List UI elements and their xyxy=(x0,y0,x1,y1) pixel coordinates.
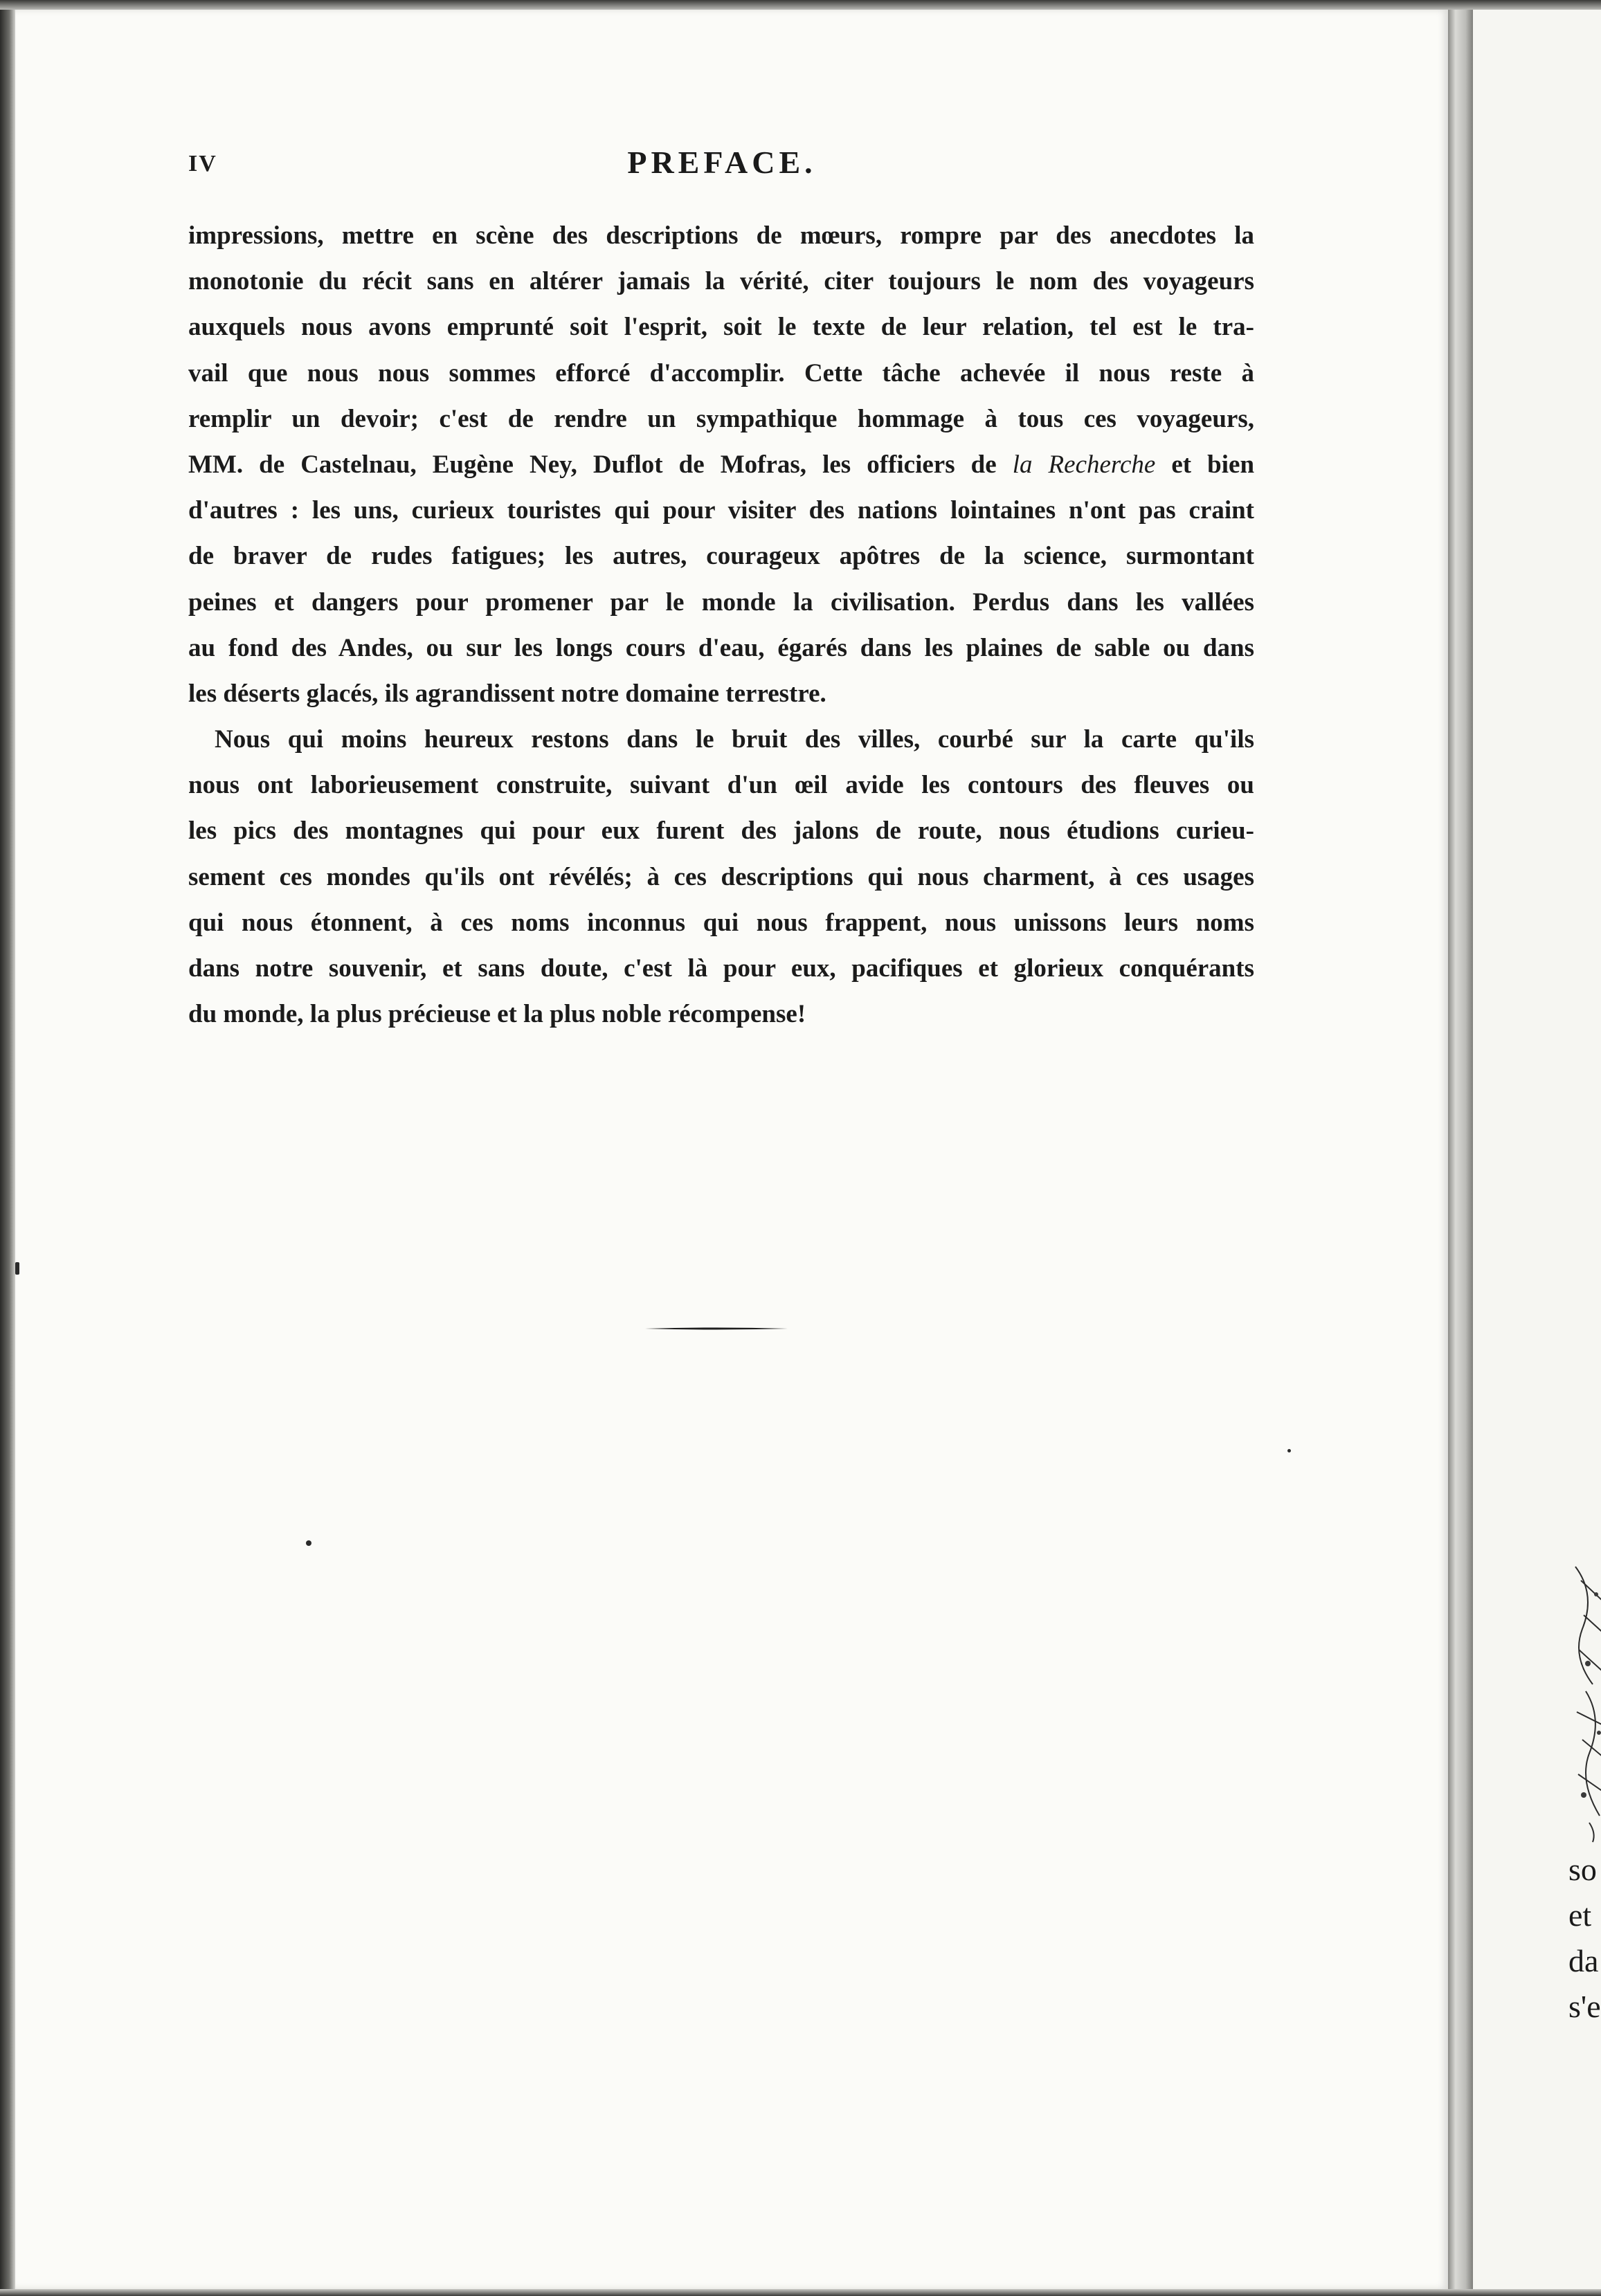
margin-mark xyxy=(15,1262,19,1275)
text-segment: et bien xyxy=(1171,450,1254,479)
ornamental-rule xyxy=(645,1327,788,1331)
text-line: impressions, mettre en scène des descriptions de mœurs, rompre par des anecdotes la xyxy=(188,221,1254,250)
body-text xyxy=(188,213,1254,1037)
scanner-edge-top xyxy=(0,0,1601,10)
ink-speck xyxy=(306,1540,311,1546)
italic-title: la Recherche xyxy=(1012,450,1156,479)
text-line: sement ces mondes qu'ils ont révélés; à ces descriptions qui nous charment, à ces usages xyxy=(188,862,1254,891)
scanner-edge-left xyxy=(0,0,15,2296)
next-page-edge xyxy=(1473,10,1601,2289)
page-folio: IV xyxy=(188,151,217,176)
text-line: monotonie du récit sans en altérer jamais la vérité, citer toujours le nom des voyageurs xyxy=(188,267,1254,296)
engraving-fragment xyxy=(1568,1553,1601,1843)
text-line: qui nous étonnent, à ces noms inconnus qui nous frappent, nous unissons leurs noms xyxy=(188,908,1254,937)
text-line: au fond des Andes, ou sur les longs cours d'eau, égarés dans les plaines de sable ou dans xyxy=(188,633,1254,662)
text-line: vail que nous nous sommes efforcé d'accomplir. Cette tâche achevée il nous reste à xyxy=(188,358,1254,388)
text-line: d'autres : les uns, curieux touristes qui pour visiter des nations lointaines n'ont pas craint xyxy=(188,496,1254,525)
text-line: les pics des montagnes qui pour eux furent des jalons de route, nous étudions curieu- xyxy=(188,817,1254,846)
text-line: peines et dangers pour promener par le monde la civilisation. Perdus dans les vallées xyxy=(188,587,1254,617)
running-title: PREFACE. xyxy=(627,145,817,180)
text-fragment: s'e xyxy=(1568,1989,1601,2024)
text-line: les déserts glacés, ils agrandissent notre domaine terrestre. xyxy=(188,679,826,708)
text-segment: MM. de Castelnau, Eugène Ney, Duflot de Mofras, les officiers de xyxy=(188,450,997,479)
book-gutter xyxy=(1448,10,1473,2289)
text-fragment: da xyxy=(1568,1943,1599,1978)
text-line: de braver de rudes fatigues; les autres, courageux apôtres de la science, surmontant xyxy=(188,542,1254,571)
text-line: auxquels nous avons emprunté soit l'esprit, soit le texte de leur relation, tel est le tra- xyxy=(188,313,1254,342)
text-line: nous ont laborieusement construite, suivant d'un œil avide les contours des fleuves ou xyxy=(188,771,1254,800)
ink-speck xyxy=(1287,1449,1291,1452)
text-line: Nous qui moins heureux restons dans le bruit des villes, courbé sur la carte qu'ils xyxy=(215,725,1254,754)
next-page-text xyxy=(1568,1847,1601,2030)
text-line-with-italic xyxy=(188,442,1254,488)
text-line: du monde, la plus précieuse et la plus noble récompense! xyxy=(188,1000,806,1029)
scanner-edge-bottom xyxy=(0,2289,1601,2296)
text-fragment: et xyxy=(1568,1897,1592,1933)
text-fragment: so xyxy=(1568,1852,1597,1887)
text-line: dans notre souvenir, et sans doute, c'est là pour eux, pacifiques et glorieux conquérants xyxy=(188,954,1254,983)
text-line: remplir un devoir; c'est de rendre un sympathique hommage à tous ces voyageurs, xyxy=(188,404,1254,433)
